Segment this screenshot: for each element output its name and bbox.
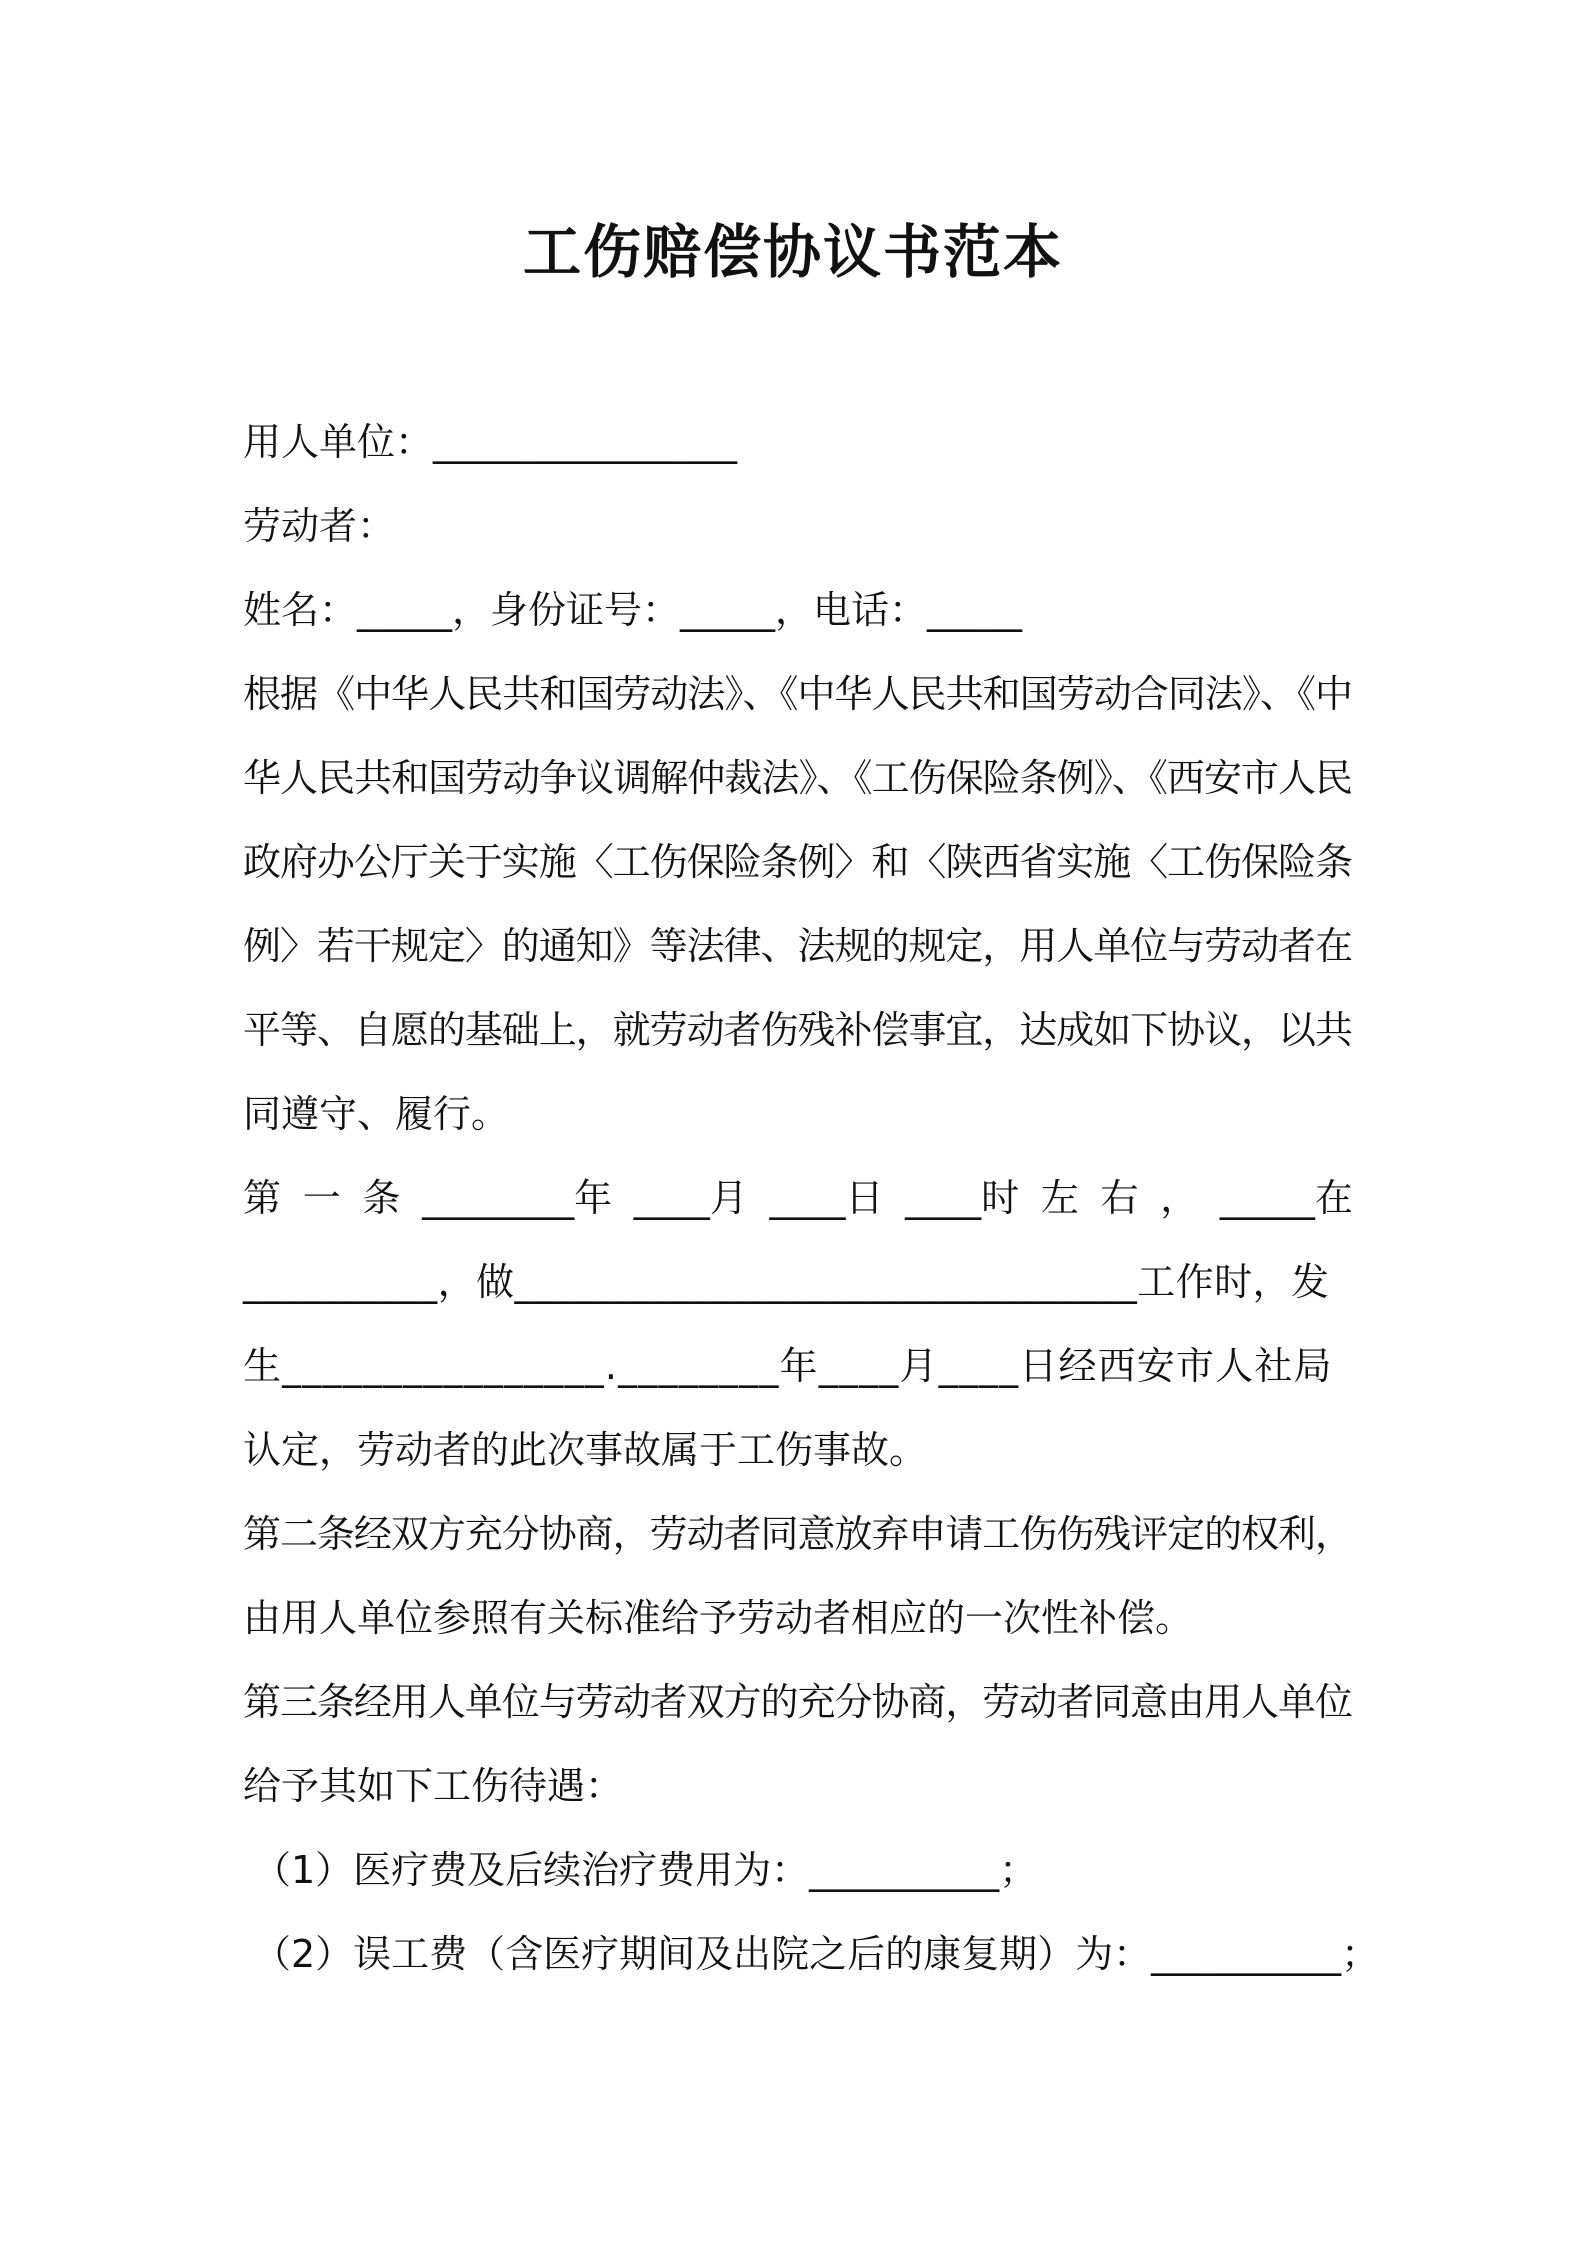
preamble-text: 平等、自愿的基础上，就劳动者伤残补偿事宜，达成如下协议，以共 [243,1008,1352,1052]
preamble-text: 根据《中华人民共和国劳动法》、《中华人民共和国劳动合同法》、《中 [243,672,1353,716]
article2-text: 第二条经双方充分协商，劳动者同意放弃申请工伤伤残评定的权利， [243,1512,1352,1556]
article1-part: 左 [1040,1176,1079,1220]
preamble-line [243,652,1353,736]
article2-line: 由用人单位参照有关标准给予劳动者相应的一次性补偿。 [243,1596,1194,1640]
article1-part: 条 [362,1176,401,1220]
article1-part: ____日 [769,1176,884,1220]
preamble-line [243,820,1353,904]
article1-line1 [243,1156,1353,1240]
worker-info-line: 姓名：_____，身份证号：_____，电话：_____ [243,588,1023,632]
article1-line3 [243,1324,1353,1408]
article1-part: ， [1160,1176,1199,1220]
preamble-text: 华人民共和国劳动争议调解仲裁法》、《工伤保险条例》、《西安市人民 [243,756,1353,800]
article1-line4: 认定，劳动者的此次事故属于工伤事故。 [243,1428,928,1472]
document-title: 工伤赔偿协议书范本 [522,218,1063,286]
preamble-line [243,988,1353,1072]
article1-part: ________年 [422,1176,613,1220]
article1-part: 生________________.________年____月____日经西安市人社局 [243,1344,1333,1388]
article3-line [243,1660,1353,1744]
article1-part: 右 [1100,1176,1139,1220]
article1-part: _____在 [1219,1176,1353,1220]
article3-line: 给予其如下工伤待遇： [243,1764,624,1808]
article1-line2 [243,1240,1353,1324]
employer-line: 用人单位：________________ [243,420,738,464]
preamble-line: 同遵守、履行。 [243,1092,510,1136]
item-line: （1）医疗费及后续治疗费用为：__________； [253,1848,1038,1892]
article3-text: 第三条经用人单位与劳动者双方的充分协商，劳动者同意由用人单位 [243,1680,1352,1724]
article2-line [243,1492,1353,1576]
preamble-text: 例〉若干规定〉的通知》等法律、法规的规定，用人单位与劳动者在 [243,924,1352,968]
worker-label: 劳动者： [243,504,396,548]
article1-part: __________，做________________________________工作时，发 [243,1260,1330,1304]
article1-part: ____月 [633,1176,748,1220]
article1-part: 第 [243,1176,282,1220]
article1-part: ____时 [905,1176,1020,1220]
preamble-line [243,904,1353,988]
article1-part: 一 [302,1176,341,1220]
document-body [243,400,1380,1996]
preamble-line [243,736,1353,820]
preamble-text: 政府办公厅关于实施〈工伤保险条例〉和〈陕西省实施〈工伤保险条 [243,840,1352,884]
item-line: （2）误工费（含医疗期间及出院之后的康复期）为：__________； [253,1932,1380,1976]
